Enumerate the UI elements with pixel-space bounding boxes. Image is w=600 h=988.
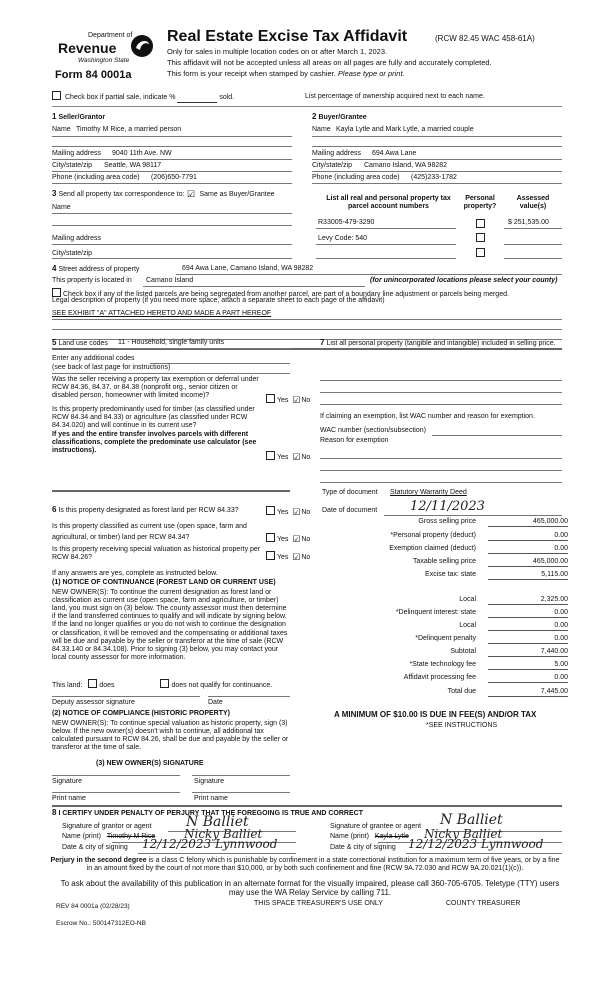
- fee-value[interactable]: 2,325.00: [488, 596, 568, 605]
- header-note-2: This affidavit will not be accepted unless all areas on all pages are fully and accurately completed.: [167, 58, 492, 67]
- seller-name-label: Name: [52, 126, 71, 133]
- header-note-3-emph: Please type or print.: [337, 69, 405, 78]
- forest-q2-no-checkbox[interactable]: ☑: [292, 534, 301, 544]
- reason-label: Reason for exemption: [320, 437, 389, 444]
- segregated-checkbox[interactable]: [52, 288, 61, 297]
- located-in-label: This property is located in: [52, 277, 132, 284]
- see-instructions: *SEE INSTRUCTIONS: [426, 722, 498, 729]
- ownership-note: List percentage of ownership acquired next to each name.: [305, 93, 485, 100]
- timber-yes-no: Yes ☑No: [266, 451, 310, 462]
- revenue-logo: [58, 32, 158, 70]
- fee-label: Gross selling price: [418, 518, 476, 525]
- logo-dept-line2: Revenue: [58, 40, 117, 56]
- perjury-notice: [48, 857, 562, 873]
- fee-label: Excise tax: state: [425, 571, 476, 578]
- notice-2-title: (2) NOTICE OF COMPLIANCE (HISTORIC PROPERTY): [52, 710, 230, 717]
- fee-value[interactable]: 0.00: [488, 635, 568, 644]
- corr-city-label: City/state/zip: [52, 250, 93, 257]
- doc-type-value[interactable]: Statutory Warranty Deed: [390, 489, 467, 496]
- same-as-buyer-label: Same as Buyer/Grantee: [199, 191, 275, 198]
- property-address-value[interactable]: 694 Awa Lane, Camano Island, WA 98282: [182, 265, 314, 272]
- forest-q2-yes-checkbox[interactable]: [266, 533, 275, 542]
- grantee-print-label: Name (print): [330, 833, 369, 840]
- legal-description-value[interactable]: SEE EXHIBIT "A" ATTACHED HERETO AND MADE A PART HEREOF: [52, 310, 272, 317]
- this-land-row: [52, 679, 272, 690]
- grantee-print-hand[interactable]: Nicky Balliet: [424, 827, 503, 841]
- legal-description-label: Legal description of property (if you need more space, attach a separate sheet to each page of the affidavit): [52, 297, 385, 304]
- seller-mail-label: Mailing address: [52, 150, 102, 157]
- doc-date-label: Date of document: [322, 507, 378, 514]
- grantor-print-hand[interactable]: Nicky Balliet: [184, 827, 263, 841]
- perjury-lead: Perjury in the second degree: [50, 857, 147, 864]
- perjury-text: is a class C felony which is punishable by confinement in a state correctional institution for a maximum term of five years, or by a fine in an amount fixed by the court of not more than $10,000, or by both such confinement and fine (RCW 9A.72.030 and RCW 9A.20.021(1)(c)).: [86, 857, 560, 873]
- divider: [52, 805, 562, 807]
- property-address-row: 4 Street address of property: [52, 264, 140, 273]
- personal-property-heading: 7 List all personal property (tangible and intangible) included in selling price.: [320, 338, 556, 347]
- buyer-city-value[interactable]: Camano Island, WA 98282: [364, 162, 448, 169]
- fee-label: *Delinquent penalty: [415, 635, 476, 642]
- form-number: Form 84 0001a: [55, 69, 132, 81]
- same-as-buyer-checkbox[interactable]: ☑: [186, 189, 196, 199]
- timber-yes-checkbox[interactable]: [266, 451, 275, 460]
- additional-codes-label: Enter any additional codes: [52, 355, 135, 362]
- new-owner-signature-label-1: Signature: [52, 778, 82, 785]
- fee-value[interactable]: 0.00: [488, 545, 568, 554]
- segregated-label: Check box if any of the listed parcels are being segregated from another parcel, are part of a boundary line adjustment or parcels being merged.: [63, 291, 509, 298]
- notice-2-text: NEW OWNER(S): To continue special valuation as historic property, sign (3) below. If the new owner(s) doesn't wish to continue, all additional tax calculated pursuant to RCW 84.26, shall be due and payable by the seller or transferor at the time of sale.: [52, 720, 289, 752]
- seller-name-value[interactable]: Timothy M Rice, a married person: [76, 126, 182, 133]
- new-owner-print-label-1: Print name: [52, 795, 86, 802]
- timber-question: Is this property predominantly used for timber (as classified under RCW 84.34 and 84.33) or agriculture (as classified under RCW 84.34.020) and will continue in its current use?: [52, 406, 255, 430]
- deputy-date-label: Date: [208, 699, 223, 706]
- new-owner-signature-label-2: Signature: [194, 778, 224, 785]
- grantee-signature-label: Signature of grantee or agent: [330, 823, 422, 830]
- levy-code[interactable]: Levy Code: 540: [318, 235, 368, 242]
- see-list-label: (see back of last page for instructions): [52, 364, 171, 371]
- forest-q1-row: 6 Is this property designated as forest land per RCW 84.33?: [52, 505, 239, 514]
- form-title: Real Estate Excise Tax Affidavit: [167, 28, 408, 45]
- form-statute: (RCW 82.45 WAC 458-61A): [435, 34, 535, 43]
- personal-property-label: List all personal property (tangible and intangible) included in selling price.: [326, 340, 556, 347]
- forest-q2-yes-no: Yes ☑No: [266, 533, 310, 544]
- partial-sale-label: Check box if partial sale, indicate %: [64, 94, 176, 101]
- notice-1-text: NEW OWNER(S): To continue the current designation as forest land or classification as current use (open space, farm and agriculture, or timber) land, you must sign on (3) below. The county assessor must then determine if the land transferred continues to qualify and will indicate by signing below. If the land no longer qualifies or you do not wish to continue the designation or classification, it will be removed and the compensating or additional taxes will be due and payable by the seller or transferor at the time of sale (RCW 84.33.140 or 84.34.108). Prior to signing (3) below, you may contact your local county assessor for more information.: [52, 589, 288, 661]
- fee-label: *State technology fee: [409, 661, 476, 668]
- forest-q1-yes-checkbox[interactable]: [266, 506, 275, 515]
- header-note-3-text: This form is your receipt when stamped by cashier.: [167, 69, 336, 78]
- buyer-phone-label: Phone (including area code): [312, 174, 400, 181]
- grantee-date-hand[interactable]: 12/12/2023 Lynnwood: [408, 837, 544, 851]
- exemption-yes-no: Yes ☑No: [266, 394, 310, 405]
- buyer-city-label: City/state/zip: [312, 162, 353, 169]
- forest-q3-yes-checkbox[interactable]: [266, 551, 275, 560]
- fee-label: Local: [459, 622, 476, 629]
- timber-question-b: If yes and the entire transfer involves parcels with different classifications, complete the predominate use calculator (see instructions).: [52, 431, 257, 455]
- logo-dept-line3: Washington State: [78, 57, 130, 64]
- header-note-3: [167, 70, 405, 79]
- new-owner-print-label-2: Print name: [194, 795, 228, 802]
- located-in-value[interactable]: Camano Island: [146, 277, 194, 284]
- does-not-qualify-checkbox[interactable]: [160, 679, 169, 688]
- seller-mail-value[interactable]: 9040 11th Ave. NW: [112, 150, 172, 157]
- grantor-signature-label: Signature of grantor or agent: [62, 823, 152, 830]
- seller-phone-value[interactable]: (206)650-7791: [151, 174, 197, 181]
- availability-notice: To ask about the availability of this publication in an alternate format for the visually impaired, please call 360-705-6705. Teletype (TTY) users may use the WA Relay Service by calling 711.: [60, 879, 560, 898]
- fee-value[interactable]: 0.00: [488, 532, 568, 541]
- parcel-1-assessed[interactable]: $ 251,535.00: [508, 219, 549, 226]
- land-use-value[interactable]: 11 - Household, single family units: [118, 339, 225, 346]
- corr-mail-label: Mailing address: [52, 235, 102, 242]
- logo-dept-line1: Department of: [88, 32, 133, 39]
- exemption-yes-checkbox[interactable]: [266, 394, 275, 403]
- county-treasurer: COUNTY TREASURER: [446, 900, 521, 907]
- forest-q1-label: Is this property designated as forest land per RCW 84.33?: [58, 507, 239, 514]
- corr-name-label: Name: [52, 204, 71, 211]
- fee-label: Local: [459, 596, 476, 603]
- grantor-struck-name: Timothy M Rice: [106, 833, 156, 840]
- buyer-mail-label: Mailing address: [312, 150, 362, 157]
- forest-q1-yes-no: Yes ☑No: [266, 506, 310, 517]
- buyer-name-value[interactable]: Kayla Lytle and Mark Lytle, a married couple: [336, 126, 474, 133]
- grantor-print-label: Name (print): [62, 833, 101, 840]
- buyer-name-label: Name: [312, 126, 331, 133]
- forest-q3-yes-no: Yes ☑No: [266, 551, 310, 562]
- fee-label: Subtotal: [450, 648, 476, 655]
- seller-city-value[interactable]: Seattle, WA 98117: [104, 162, 162, 169]
- fee-label: *Personal property (deduct): [390, 532, 476, 539]
- buyer-phone-value[interactable]: (425)233-1782: [411, 174, 457, 181]
- fee-value[interactable]: 465,000.00: [488, 518, 568, 527]
- partial-sale-percent-field[interactable]: [177, 94, 217, 103]
- correspondence-heading: 3 Send all property tax correspondence to: ☑ Same as Buyer/Grantee: [52, 189, 275, 199]
- forest-q1-no-checkbox[interactable]: ☑: [292, 507, 301, 517]
- header-note-1: Only for sales in multiple location codes on or after March 1, 2023.: [167, 47, 388, 56]
- does-qualify-checkbox[interactable]: [88, 679, 97, 688]
- exemption-label: If claiming an exemption, list WAC number and reason for exemption.: [320, 413, 535, 420]
- grantor-date-label: Date & city of signing: [62, 844, 128, 851]
- minimum-due: A MINIMUM OF $10.00 IS DUE IN FEE(S) AND/OR TAX: [334, 710, 537, 719]
- land-use-label: Land use codes: [58, 340, 108, 347]
- property-address-label: Street address of property: [58, 266, 140, 273]
- fee-value[interactable]: 0.00: [488, 622, 568, 631]
- exemption-question: Was the seller receiving a property tax exemption or deferral under RCW 84.36, 84.37, or 84.38 (nonprofit org., senior citizen or disabled person, homeowner with limited income)?: [52, 376, 259, 400]
- if-yes-instruction: If any answers are yes, complete as instructed below.: [52, 570, 218, 577]
- seller-city-label: City/state/zip: [52, 162, 93, 169]
- deputy-signature-label: Deputy assessor signature: [52, 699, 135, 706]
- fee-value[interactable]: 0.00: [488, 674, 568, 683]
- escrow-number: Escrow No.: 500147312EO-NB: [56, 920, 146, 927]
- parcel-2-personal-checkbox[interactable]: [476, 233, 485, 242]
- parcel-1-personal-checkbox[interactable]: [476, 219, 485, 228]
- parcel-col-header: List all real and personal property tax parcel account numbers: [326, 195, 451, 211]
- forest-q3-no-checkbox[interactable]: ☑: [292, 552, 301, 562]
- notice-1-title: (1) NOTICE OF CONTINUANCE (FOREST LAND OR CURRENT USE): [52, 579, 276, 586]
- fee-value[interactable]: 5.00: [488, 661, 568, 670]
- grantor-date-hand[interactable]: 12/12/2023 Lynnwood: [142, 837, 278, 851]
- this-land-label: This land:: [52, 682, 83, 689]
- parcel-3-personal-checkbox[interactable]: [476, 248, 485, 257]
- fee-label: Total due: [447, 688, 476, 695]
- fee-label: Taxable selling price: [412, 558, 476, 565]
- certify-heading: 8 I CERTIFY UNDER PENALTY OF PERJURY THAT THE FOREGOING IS TRUE AND CORRECT: [52, 808, 363, 817]
- fee-value[interactable]: 465,000.00: [488, 558, 568, 567]
- buyer-mail-value[interactable]: 694 Awa Lane: [372, 150, 417, 157]
- fee-value[interactable]: 0.00: [488, 609, 568, 618]
- doc-date-value[interactable]: 12/11/2023: [410, 499, 485, 514]
- personal-col-header: Personal property?: [463, 195, 497, 211]
- grantee-print-row: [330, 833, 409, 841]
- parcel-1-value[interactable]: R33005-479-3290: [318, 219, 375, 226]
- partial-sale-row: [52, 91, 234, 103]
- does-label: does: [99, 682, 115, 689]
- timber-no-checkbox[interactable]: ☑: [292, 452, 301, 462]
- doc-type-label: Type of document: [322, 489, 378, 496]
- rev-number: REV 84 0001a (02/28/23): [56, 903, 130, 910]
- wac-label: WAC number (section/subsection): [320, 427, 426, 434]
- fee-label: Exemption claimed (deduct): [389, 545, 476, 552]
- grantee-struck-name: Kayla Lytle: [374, 833, 409, 840]
- partial-sale-suffix: sold.: [219, 94, 235, 101]
- partial-sale-checkbox[interactable]: [52, 91, 61, 100]
- grantee-date-label: Date & city of signing: [330, 844, 396, 851]
- exemption-no-checkbox[interactable]: ☑: [292, 395, 301, 405]
- fee-value[interactable]: 7,440.00: [488, 648, 568, 657]
- seller-heading: 1 Seller/Grantor: [52, 112, 106, 121]
- unincorporated-note: (for unincorporated locations please select your county): [370, 277, 558, 284]
- grantor-signature[interactable]: N Balliet: [186, 814, 249, 830]
- fee-value[interactable]: 5,115.00: [488, 571, 568, 580]
- land-use-row: 5 Land use codes: [52, 338, 108, 347]
- seller-phone-label: Phone (including area code): [52, 174, 140, 181]
- fee-label: *Delinquent interest: state: [395, 609, 476, 616]
- grantee-signature[interactable]: N Balliet: [440, 812, 503, 828]
- fee-value[interactable]: 7,445.00: [488, 688, 568, 697]
- fee-label: Affidavit processing fee: [403, 674, 476, 681]
- treasurer-use: THIS SPACE TREASURER'S USE ONLY: [254, 900, 383, 907]
- notice-3-title: (3) NEW OWNER(S) SIGNATURE: [96, 760, 204, 767]
- divider: [52, 106, 562, 107]
- assessed-col-header: Assessed value(s): [516, 195, 550, 211]
- forest-q3-label: Is this property receiving special valuation as historical property per RCW 84.26?: [52, 546, 261, 562]
- does-not-label: does not qualify for continuance.: [171, 682, 273, 689]
- buyer-heading: 2 Buyer/Grantee: [312, 112, 367, 121]
- forest-q2-label: Is this property classified as current use (open space, farm and agricultural, or timber) land per RCW 84.34?: [52, 523, 247, 542]
- revenue-swirl-icon: [130, 34, 154, 58]
